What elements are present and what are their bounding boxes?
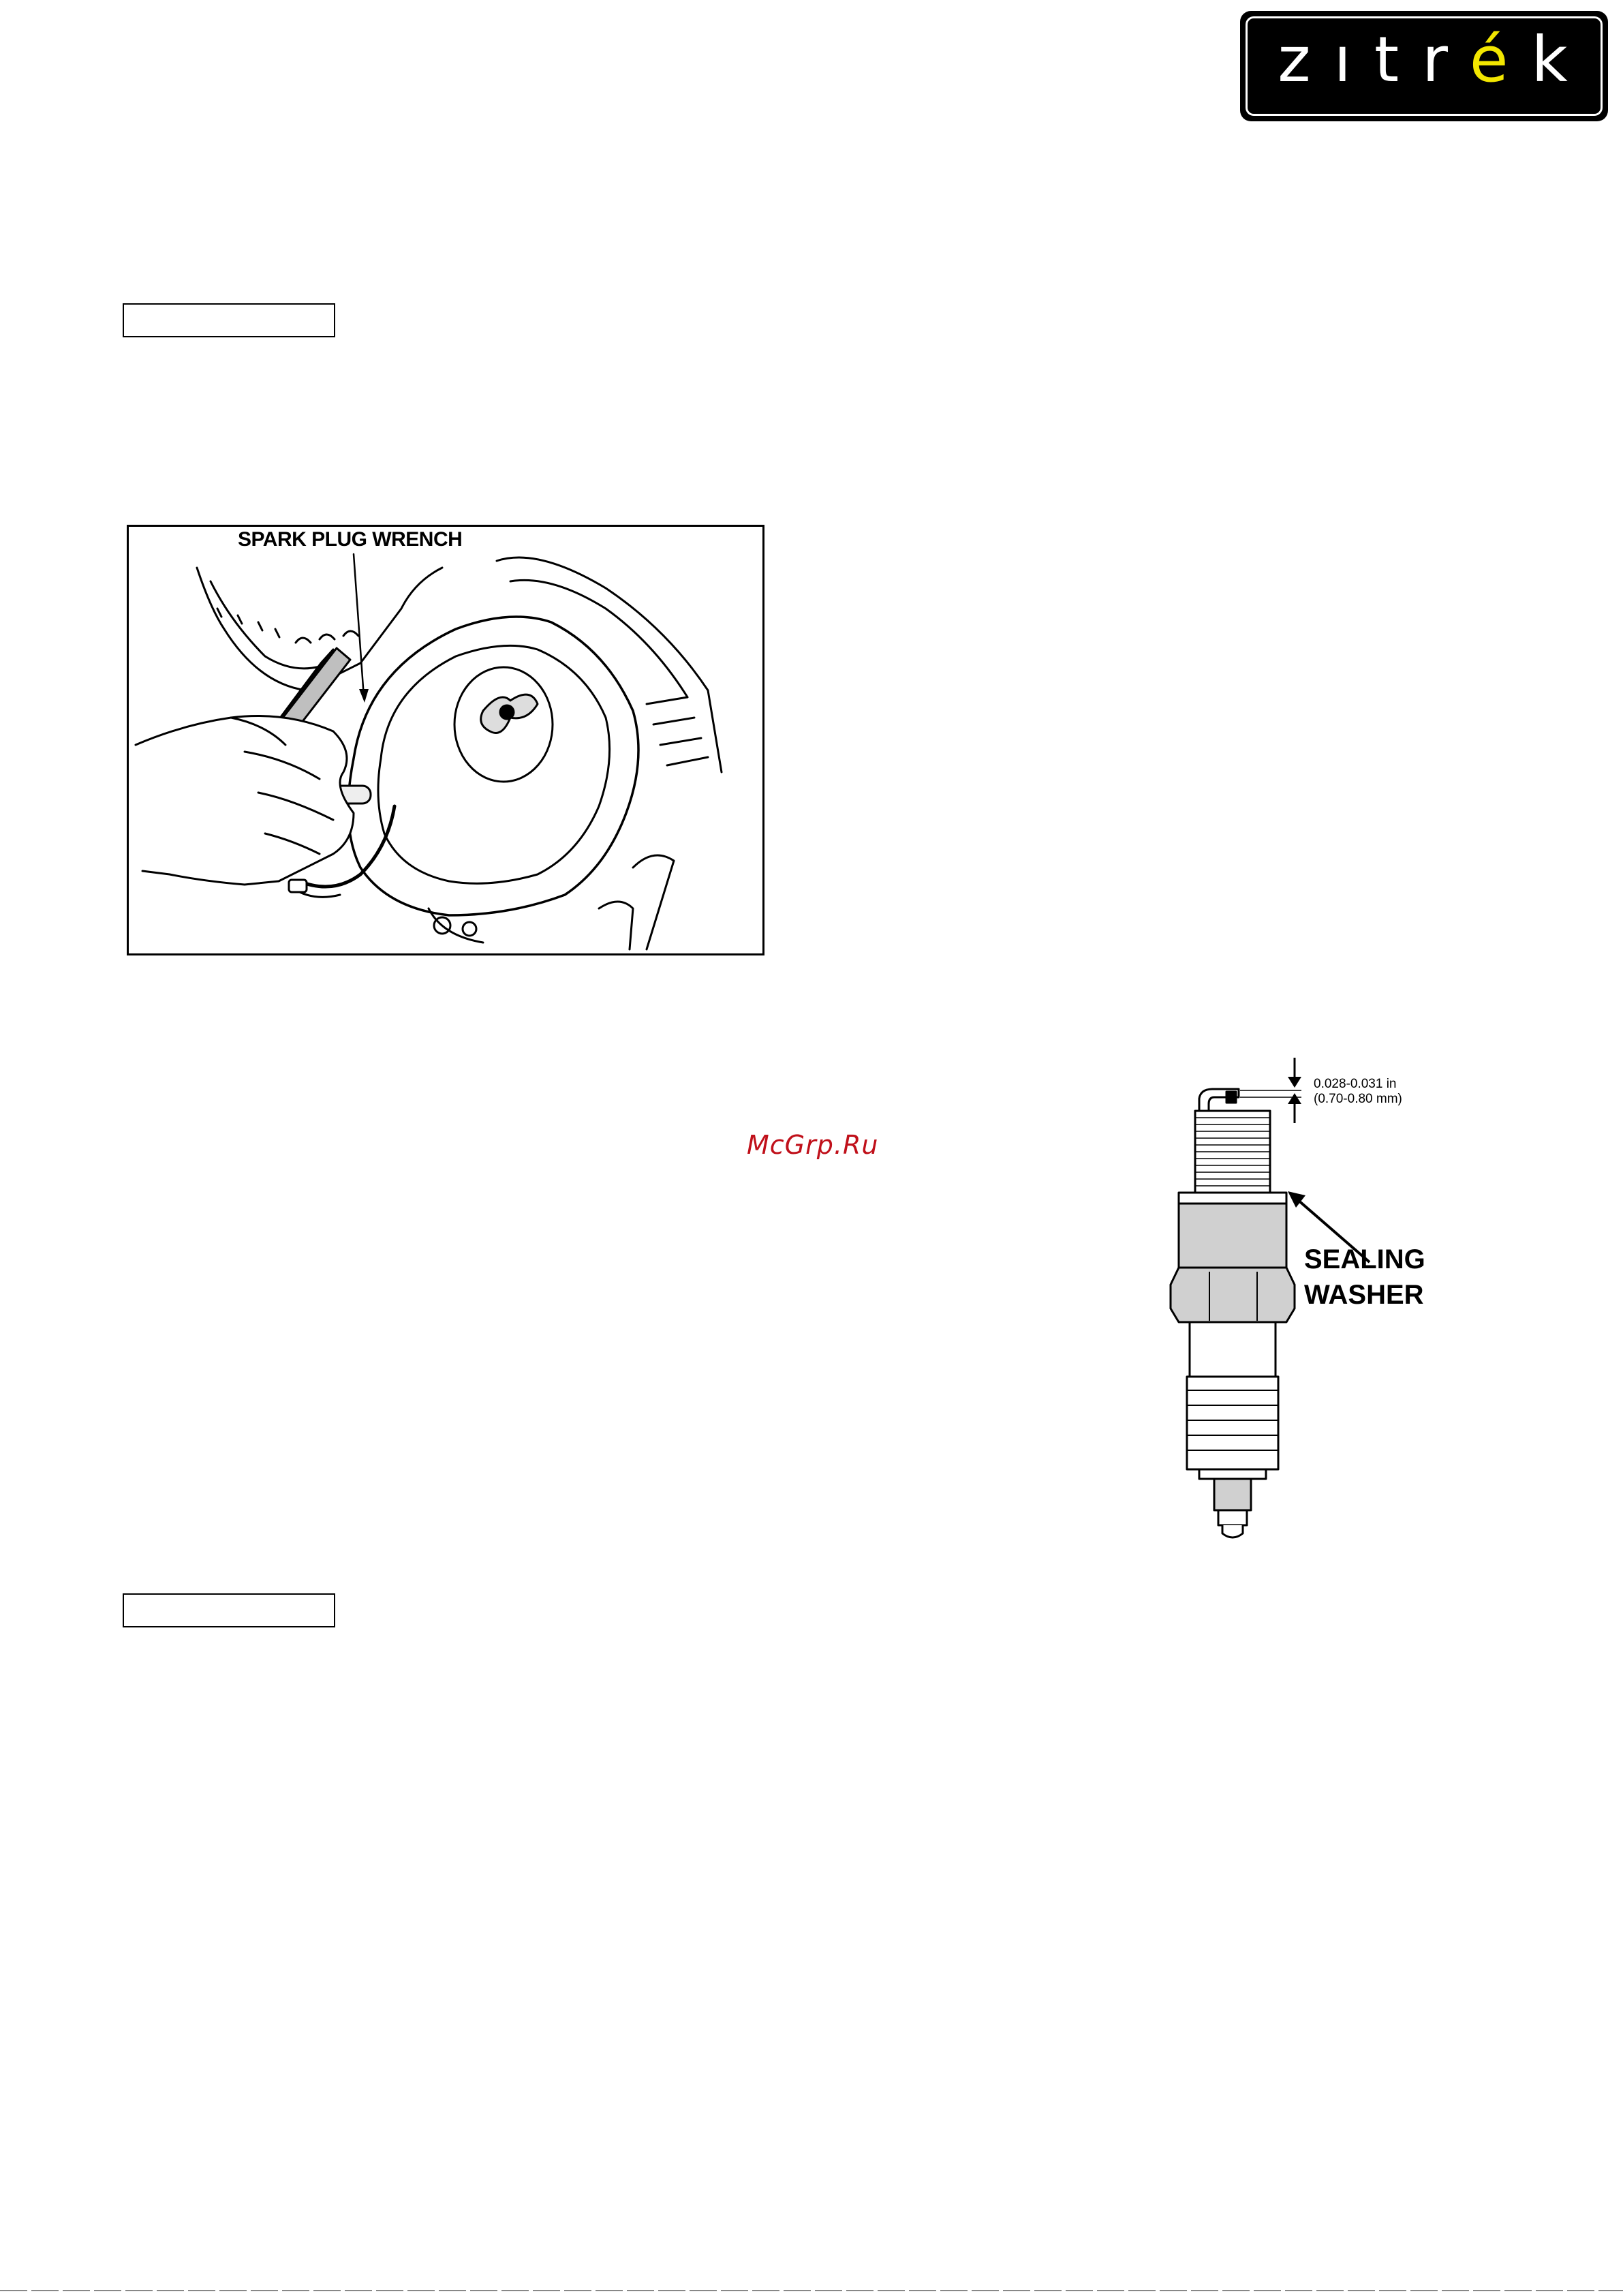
logo-text — [1240, 23, 1608, 96]
section-heading-box-top — [123, 303, 335, 337]
wrench-illustration — [129, 527, 762, 953]
gap-mm-label: (0.70-0.80 mm) — [1314, 1092, 1402, 1106]
brand-logo — [1240, 11, 1608, 121]
figure-label-wrench: SPARK PLUG WRENCH — [238, 528, 463, 551]
figure-spark-plug-gap — [1151, 1050, 1472, 1540]
section-heading-box-bottom — [123, 1593, 335, 1627]
gap-inches-label: 0.028-0.031 in — [1314, 1077, 1397, 1091]
logo-text-accent: é — [1469, 23, 1532, 96]
logo-text-main: zıtr — [1278, 23, 1470, 96]
watermark-text: McGrp.Ru — [747, 1130, 879, 1160]
figure-spark-plug-wrench — [127, 525, 764, 955]
logo-text-end: k — [1531, 23, 1591, 96]
washer-label: WASHER — [1304, 1280, 1424, 1310]
sealing-label: SEALING — [1304, 1244, 1425, 1274]
page-bottom-rule — [0, 2290, 1623, 2291]
